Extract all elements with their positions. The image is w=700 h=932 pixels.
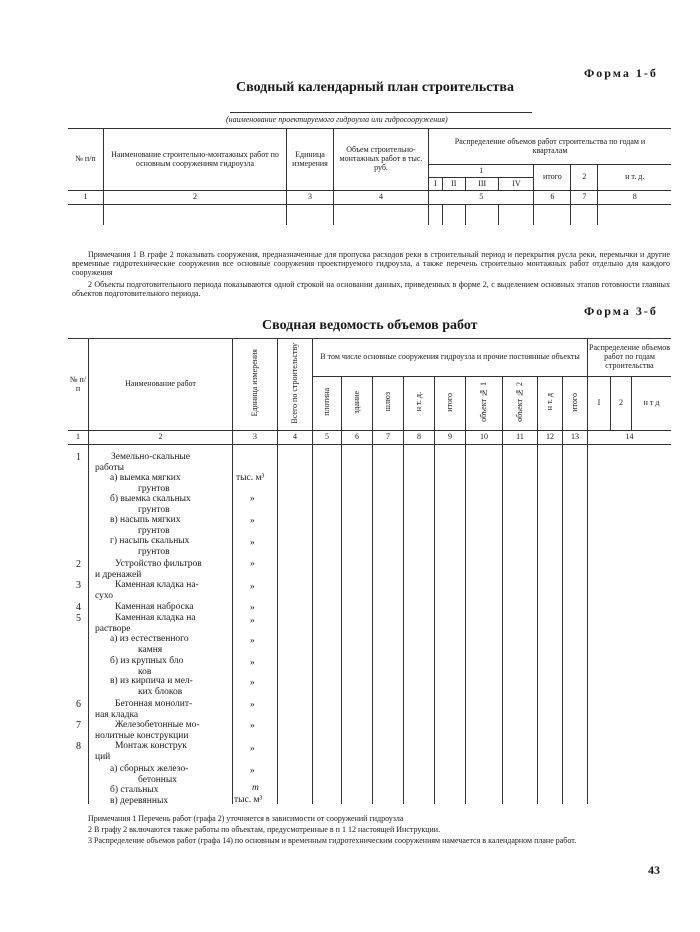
col-num: 3 [233,431,278,445]
header-volume: Объем строительно-монтажных работ в тыс. руб. [334,129,429,191]
col-num: 13 [563,431,588,445]
row-num: 5 [76,613,81,624]
title-underline [230,112,532,113]
h-sub: н т. д. [404,377,435,431]
row-unit: » [250,700,255,710]
form-1b-title: Сводный календарный план строительства [236,80,514,95]
header-name: Наименование строительно-монтажных работ по основным сооружениям гидроузла [104,129,287,191]
row-num: 4 [76,602,81,613]
header-year1: 1 [429,165,534,178]
col-num: 6 [534,191,571,205]
row-num: 7 [76,720,81,731]
header-year2: 2 [571,165,598,191]
col-num: 4 [278,431,313,445]
header-etc: н т. д. [598,165,671,191]
h-name: Наименование работ [89,339,233,431]
page-number: 43 [648,863,660,877]
row-unit: » [250,721,255,731]
form-1b-label: Форма 1-б [584,66,658,80]
row-earthworks: Земельно-скальные работы [95,452,191,473]
header-q1: I [429,178,443,191]
row-num: 8 [76,741,81,752]
row-num: 3 [76,580,81,591]
row-8b: б) стальных [110,785,159,795]
row-rockfill: Каменная наброска [115,602,194,612]
row-unit: » [250,516,255,526]
col-num: 14 [588,431,672,445]
col-num: 11 [503,431,538,445]
col-num: 8 [598,191,671,205]
h-sub: шлюз [373,377,404,431]
form-3b-note-1: Примечания 1 Перечень работ (графа 2) уточняется в зависимости от сооружений гидроузла [88,814,404,823]
header-unit: Единица измерения [287,129,334,191]
row-assembly: Монтаж конструк ций [95,741,187,762]
h-distribution: Распределение объемов работ по годам строительства [588,339,672,377]
row-c: в) насыпь мягких грунтов [110,515,181,536]
row-dry-masonry: Каменная кладка на- сухо [95,580,199,601]
header-distribution: Распределение объемов работ строительства по годам и кварталам [429,129,672,165]
row-8c: в) деревянных [110,796,169,806]
col-num: 12 [538,431,563,445]
row-unit: тыс. м³ [234,795,263,805]
row-num: 6 [76,699,81,710]
row-unit: » [250,603,255,613]
header-num: № п/п [68,129,104,191]
row-unit: » [250,678,255,688]
h-sub: итого [435,377,466,431]
h-num: № п/п [68,339,89,431]
col-num: 1 [68,191,104,205]
h-total-build: Всего по строительству [278,339,313,431]
h-y1: I [588,377,611,431]
row-unit: » [250,658,255,668]
h-sub: здание [342,377,373,431]
col-num: 3 [287,191,334,205]
col-num: 2 [104,191,287,205]
h-sub: н т. д [538,377,563,431]
h-sub: итого [563,377,588,431]
h-y2: 2 [611,377,632,431]
row-unit: » [250,582,255,592]
row-5a: а) из естественного камня [110,634,189,655]
form-3b-note-2: 2 В графу 2 включаются также работы по объектам, предусмотренные в п 1 12 настоящей Инструкции. [88,825,441,834]
row-unit: » [250,559,255,569]
row-unit: » [250,744,255,754]
col-num: 4 [334,191,429,205]
row-num: 1 [76,452,81,463]
form-1b-table [68,128,671,225]
header-q2: II [442,178,465,191]
form-3b-note-3: 3 Распределение объемов работ (графа 14) по основным и временным гидротехническим сооружениям намечается в календарном плане работ. [88,836,577,845]
col-num: 8 [404,431,435,445]
row-unit: » [250,636,255,646]
row-mortar-masonry: Каменная кладка на растворе [95,613,196,634]
row-unit: т [252,783,259,793]
col-num: 6 [342,431,373,445]
row-unit: » [250,538,255,548]
row-reinforced-concrete: Железобетонные мо- нолитные конструкции [95,720,200,741]
header-q4: IV [499,178,534,191]
row-unit: » [250,494,255,504]
h-unit: Единица измерения [233,339,278,431]
row-unit: » [250,616,255,626]
row-b: б) выемка скальных грунтов [110,494,191,515]
col-num: 9 [435,431,466,445]
row-concrete: Бетонная монолит- ная кладка [95,699,193,720]
form-1b-note-1: Примечания 1 В графе 2 показывать сооружения, предназначенные для пропуска расходов реки в строительный период и перекрытия русла реки, перемычки и другие временные гидротехнические сооружения все основные сооружения проектируемого гидроузла, а также перечень строительно монтажных работ отдельно для каждого сооружения [72,250,670,278]
h-sub: объект № 1 [466,377,503,431]
h-sub: объект № 2 [503,377,538,431]
row-unit: » [250,766,255,776]
row-a: а) выемка мягких грунтов [110,473,181,494]
h-sub: плотина [313,377,342,431]
col-num: 7 [373,431,404,445]
form-3b-label: Форма 3-б [584,304,658,318]
col-num: 1 [68,431,89,445]
h-incl: В том числе основные сооружения гидроузла и прочие постоянные объекты [313,339,588,377]
col-num: 5 [313,431,342,445]
row-unit: тыс. м³ [236,473,265,483]
row-5c: в) из кирпича и мел- ких блоков [110,676,193,697]
row-d: г) насыпь скальных грунтов [110,536,190,557]
row-filters: Устройство фильтров и дренажей [95,559,202,580]
row-num: 2 [76,559,81,570]
row-8a: а) сборных железо- бетонных [110,764,189,785]
h-etc: н т д [632,377,672,431]
form-1b-note-2: 2 Объекты подготовительного периода показываются одной строкой на основании данных, приведенных в форме 2, с выделением основных этапов готовности главных объектов подготовительного периода. [72,280,670,299]
header-total: итого [534,165,571,191]
col-num: 10 [466,431,503,445]
row-5b: б) из крупных бло ков [110,656,184,677]
form-1b-subtitle: (наименование проектируемого гидроузла или гидросооружения) [226,115,448,124]
col-num: 7 [571,191,598,205]
col-num: 5 [429,191,534,205]
col-num: 2 [89,431,233,445]
form-3b-title: Сводная ведомость объемов работ [262,318,478,333]
header-q3: III [466,178,499,191]
